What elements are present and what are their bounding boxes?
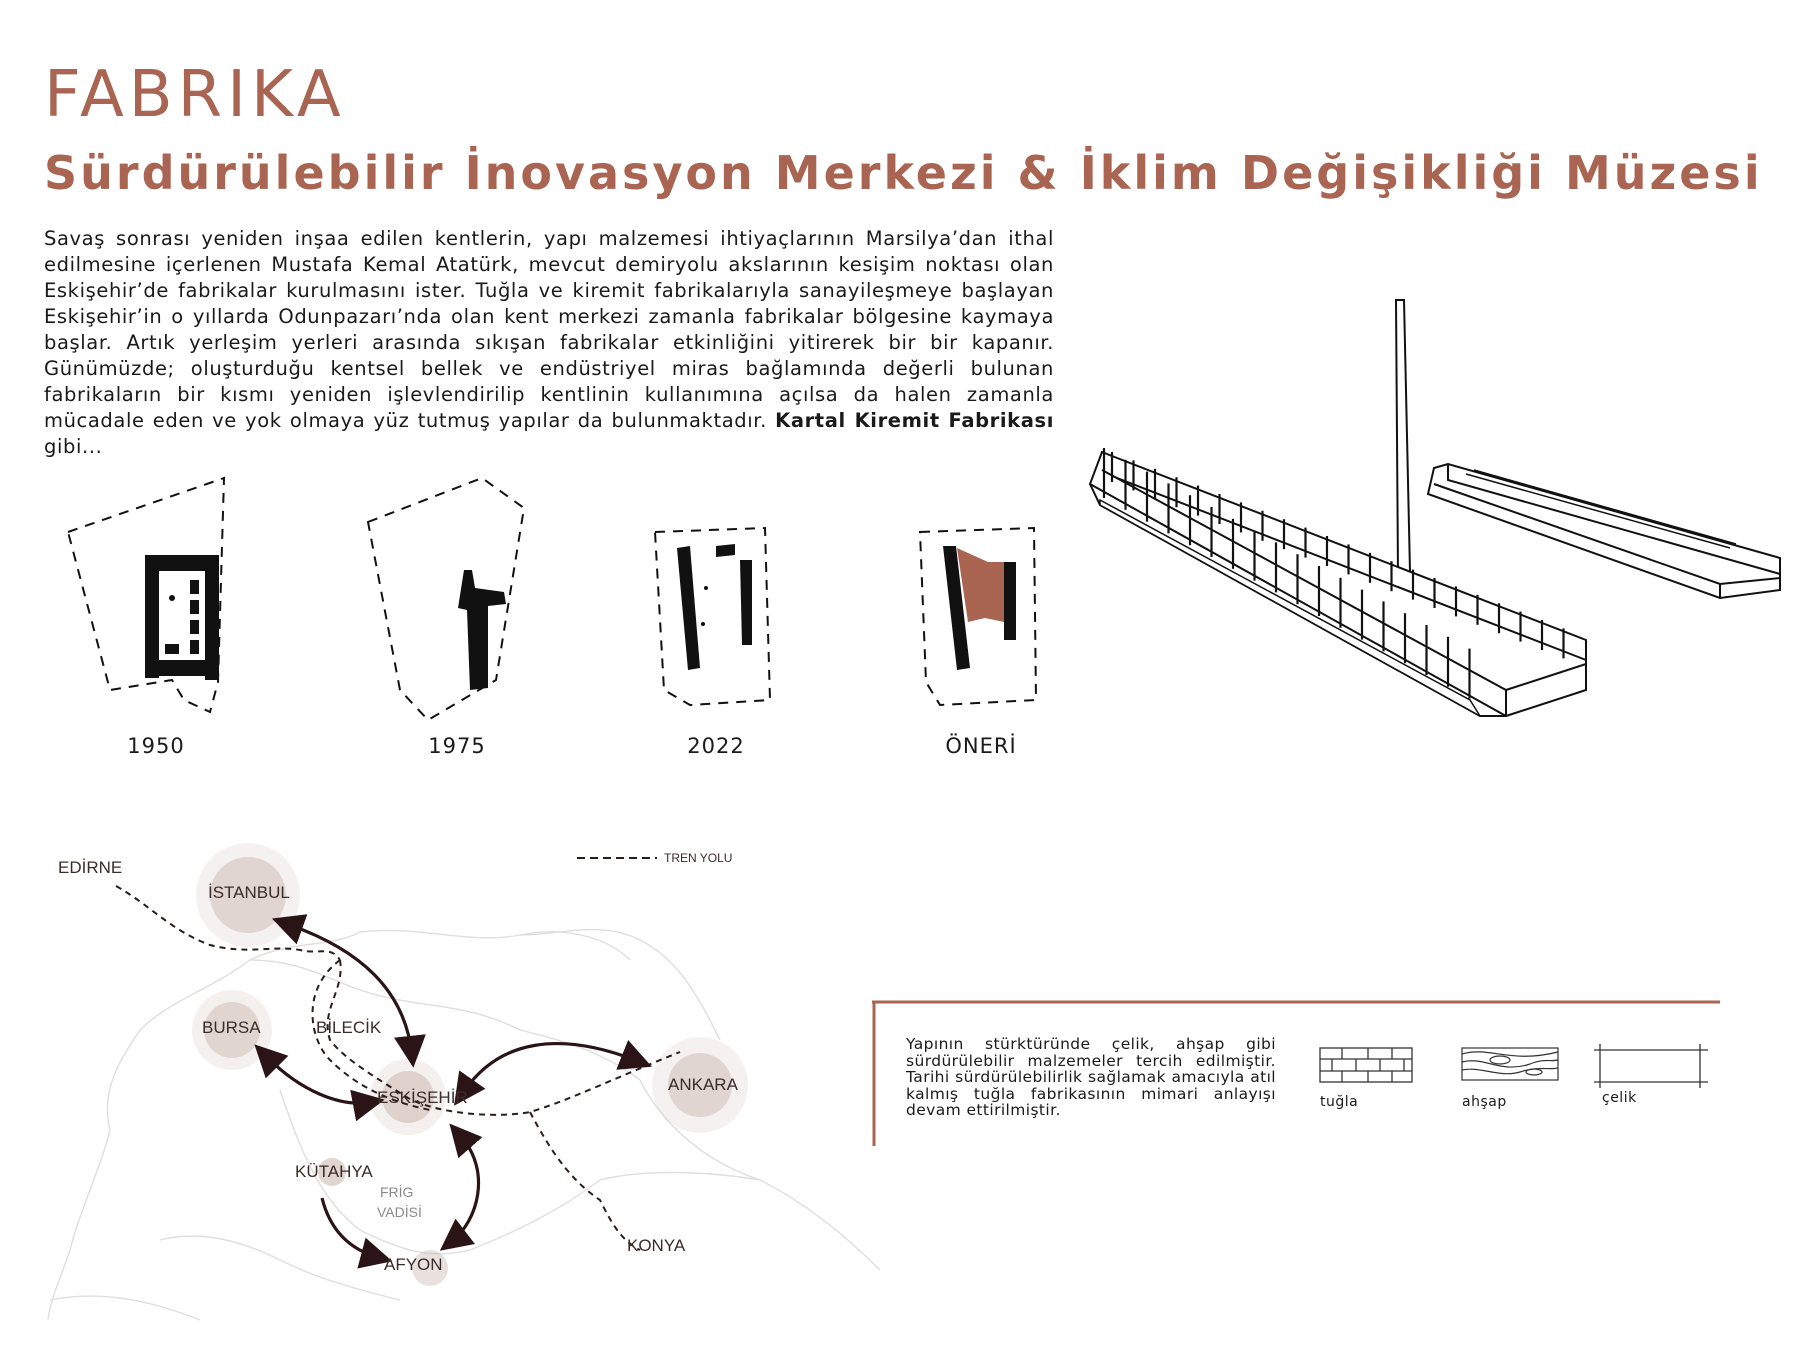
intro-highlight: Kartal Kiremit Fabrikası — [775, 409, 1054, 432]
city-label-edirne: EDİRNE — [58, 858, 123, 877]
city-label-eskisehir: ESKİŞEHİR — [377, 1088, 468, 1107]
city-label-bursa: BURSA — [202, 1018, 261, 1037]
turkey-map — [48, 843, 880, 1320]
timeline-label-1950: 1950 — [127, 734, 185, 758]
wood-swatch — [1462, 1048, 1558, 1080]
factory-isometric-drawing — [1090, 300, 1780, 716]
site-plan-1975 — [368, 478, 524, 720]
materials-description: Yapının stürktüründe çelik, ahşap gibi sürdürülebilir malzemeler tercih edilmiştir. Tarihi sürdürülebilirlik sağlamak amacıyla atıl kalmış tuğla fabrikasının mimari anlayışı devam ettirilmiştir. — [906, 1035, 1276, 1119]
timeline-label-2022: 2022 — [687, 734, 745, 758]
site-plan-oneri — [920, 528, 1036, 705]
region-label-frig-1: FRİG — [380, 1184, 414, 1200]
site-plan-1950 — [68, 478, 224, 712]
city-label-afyon: AFYON — [384, 1255, 443, 1274]
city-label-istanbul: İSTANBUL — [208, 883, 290, 902]
city-label-kutahya: KÜTAHYA — [295, 1162, 373, 1181]
page-title: FABRIKA — [44, 58, 346, 132]
intro-text: Savaş sonrası yeniden inşaa edilen kentlerin, yapı malzemesi ihtiyaçlarının Marsilya’dan ithal edilmesine içerlenen Mustafa Kemal Atatürk, mevcut demiryolu akslarının kesişim noktası olan Eskişehir’de fabrikalar kurulmasını ister. Tuğla ve kiremit fabrikalarıyla sanayileşmeye başlayan Eskişehir’in o yıllarda Odunpazarı’nda olan kent merkezi zamanla fabrikalar bölgesine kaymaya başlar. Artık yerleşim yerleri arasında sıkışan fabrikalar etkinliğini yitirerek bir bir kapanır. Günümüzde; oluşturduğu kentsel bellek ve endüstriyel miras bağlamında değerli bulunan fabrikaların bir kısmı yeniden işlevlendirilip kentlinin kullanımına açılsa da halen zamanla mücadale eden ve yok olmaya yüz tutmuş yapılar da bulunmaktadır. — [44, 227, 1054, 432]
city-label-ankara: ANKARA — [668, 1075, 738, 1094]
city-label-konya: KONYA — [627, 1236, 686, 1255]
material-label-wood: ahşap — [1462, 1094, 1507, 1110]
material-label-brick: tuğla — [1320, 1094, 1359, 1110]
material-label-steel: çelik — [1602, 1090, 1637, 1106]
steel-swatch — [1594, 1044, 1708, 1088]
railway-legend-label: TREN YOLU — [664, 851, 733, 865]
site-plan-2022 — [655, 528, 770, 705]
brick-swatch — [1320, 1048, 1412, 1082]
intro-ending: gibi... — [44, 435, 103, 458]
timeline-label-1975: 1975 — [428, 734, 486, 758]
timeline-label-oneri: ÖNERİ — [945, 734, 1017, 758]
region-label-frig-2: VADİSİ — [377, 1204, 422, 1220]
page-subtitle: Sürdürülebilir İnovasyon Merkezi & İklim Değişikliği Müzesi — [44, 146, 1763, 200]
city-label-bilecik: BİLECİK — [316, 1018, 382, 1037]
